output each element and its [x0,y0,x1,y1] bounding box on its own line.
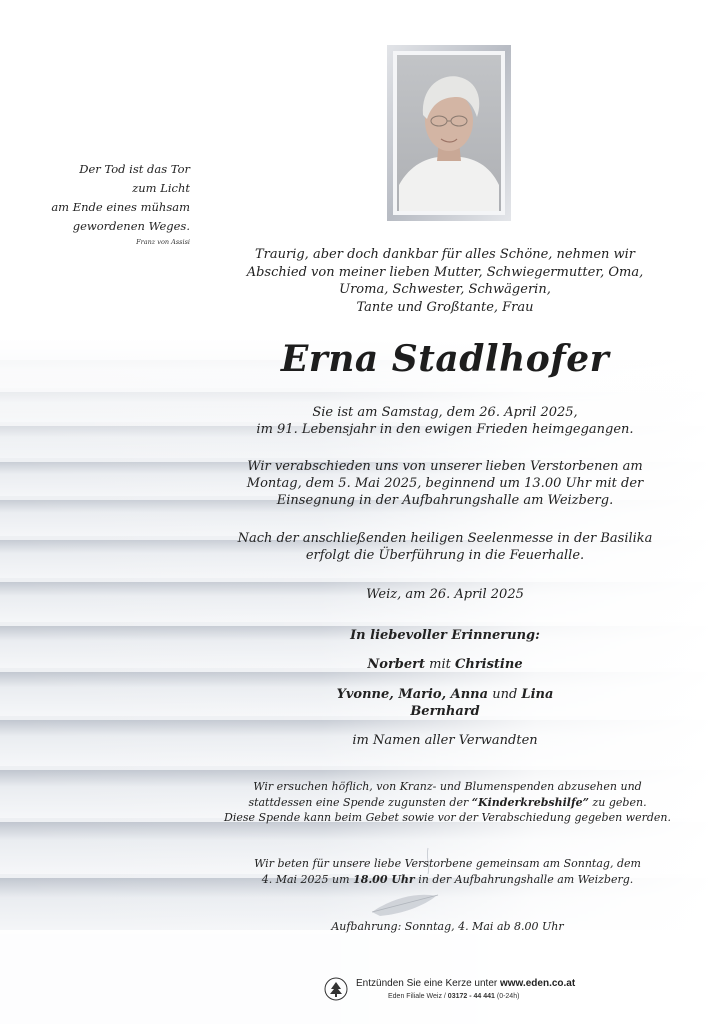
memory-row-3: Bernhard [410,704,480,719]
death-notice [220,404,670,438]
hours-info: (0-24h) [496,993,520,1000]
relatives-line: im Namen aller Verwandten [352,733,538,748]
deceased-name: Erna Stadlhofer [280,338,610,380]
phone-number: 03172 - 44 441 [447,993,495,1000]
mourner-name: Christine [455,657,523,672]
candle-link-line [356,977,575,990]
place-date: Weiz, am 26. April 2025 [366,587,524,602]
donation-line [215,795,680,811]
quote-author: Franz von Assisi [136,238,190,246]
prayer-text: in der Aufbahrungshalle am Weizberg. [418,872,634,886]
intro-line: Traurig, aber doch dankbar für alles Schöne, nehmen wir [254,247,636,262]
prayer-line: Wir beten für unsere liebe Verstorbene gemeinsam am Sonntag, dem [254,857,641,870]
intro-line: Tante und Großtante, Frau [356,299,534,315]
mourner-name: Lina [521,687,554,702]
donation-text: stattdessen eine Spende zugunsten der [248,795,469,809]
farewell-line: Wir verabschieden uns von unserer lieben Verstorbenen am [247,459,643,474]
prayer-time: 18.00 Uhr [353,872,415,886]
quote-line: zum Licht [132,181,190,195]
charity-name: “Kinderkrebshilfe” [471,795,589,809]
prayer-notice [215,856,680,887]
transfer-line: Nach der anschließenden heiligen Seelenmesse in der Basilika [237,531,653,546]
quote-line: am Ende eines mühsam [51,200,190,214]
prayer-text: 4. Mai 2025 um [261,872,350,886]
intro-line: Abschied von meiner lieben Mutter, Schwiegermutter, Oma, [246,264,644,280]
donation-line: Diese Spende kann beim Gebet sowie vor der Verabschiedung gegeben werden. [224,811,671,824]
memory-heading: In liebevoller Erinnerung: [350,628,540,643]
funeral-home-footer [280,975,620,1009]
prayer-line [215,872,680,888]
conjunction: und [492,687,518,702]
conjunction: mit [429,657,451,672]
mourner-names: Yvonne, Mario, Anna [336,687,489,702]
branch-name: Eden Filiale Weiz / [388,993,446,1000]
footer-text: Entzünden Sie eine Kerze unter [356,978,498,989]
quote-line: gewordenen Weges. [72,219,190,233]
intro-line: Uroma, Schwester, Schwägerin, [339,282,551,297]
quote [40,160,190,247]
memory-row-2 [220,686,670,703]
portrait-photo [387,45,511,221]
transfer-line: erfolgt die Überführung in die Feuerhalle. [305,548,585,563]
quote-line: Der Tod ist das Tor [79,162,190,176]
death-line: Sie ist am Samstag, dem 26. April 2025, [312,405,578,420]
donation-notice [215,779,680,826]
memory-row-1 [220,656,670,673]
farewell-line: Montag, dem 5. Mai 2025, beginnend um 13.00 Uhr mit der [246,476,644,491]
death-line: im 91. Lebensjahr in den ewigen Frieden heimgegangen. [256,422,634,437]
mourner-name: Norbert [367,657,426,672]
transfer-notice [220,530,670,564]
intro-text [225,246,665,316]
branch-line [388,992,519,1002]
website-link[interactable]: www.eden.co.at [500,978,576,989]
donation-line: Wir ersuchen höflich, von Kranz- und Blumenspenden abzusehen und [253,780,642,793]
farewell-notice [220,458,670,509]
viewing-info: Aufbahrung: Sonntag, 4. Mai ab 8.00 Uhr [331,920,564,933]
farewell-line: Einsegnung in der Aufbahrungshalle am Weizberg. [276,493,614,508]
donation-text: zu geben. [592,795,647,809]
eden-tree-logo-icon [324,977,348,1001]
